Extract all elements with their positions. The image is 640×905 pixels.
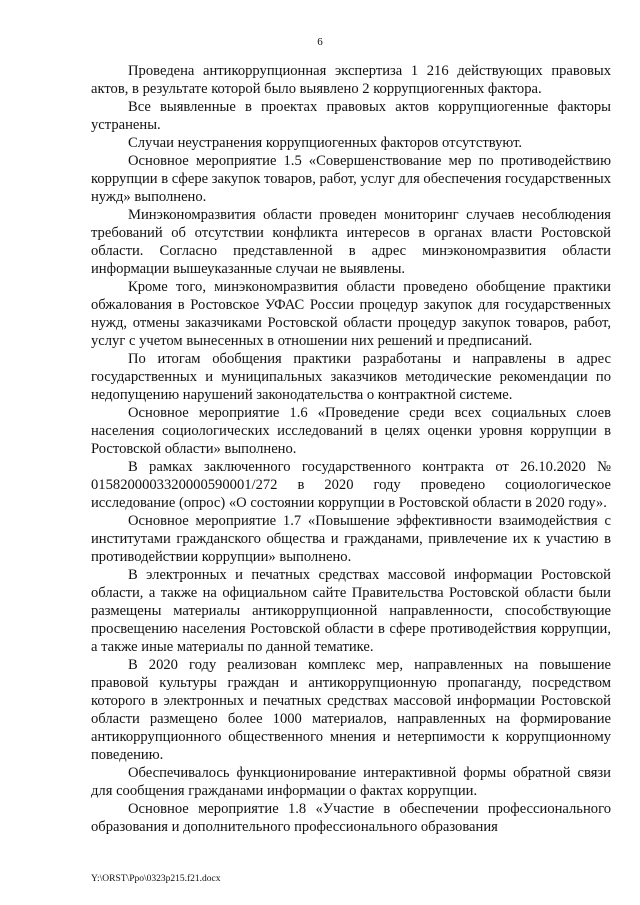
paragraph: Все выявленные в проектах правовых актов коррупциогенные факторы устранены. xyxy=(91,99,611,133)
paragraph: В рамках заключенного государственного контракта от 26.10.2020 № 0158200003320000590001/272 в 2020 году проведено социологическое исследование (опрос) «О состоянии коррупции в Ростовской области в 2020 году». xyxy=(91,459,611,511)
paragraph: Основное мероприятие 1.5 «Совершенствование мер по противодействию коррупции в сфере закупок товаров, работ, услуг для обеспечения государственных нужд» выполнено. xyxy=(91,153,612,205)
document-body xyxy=(91,62,611,836)
paragraph: Основное мероприятие 1.6 «Проведение среди всех социальных слоев населения социологических исследований в целях оценки уровня коррупции в Ростовской области» выполнено. xyxy=(91,405,611,457)
paragraph: По итогам обобщения практики разработаны и направлены в адрес государственных и муниципальных заказчиков методические рекомендации по недопущению нарушений законодательства о контрактной системе. xyxy=(91,351,611,403)
footer-file-path: Y:\ORST\Ppo\0323p215.f21.docx xyxy=(91,874,221,884)
paragraph: Кроме того, минэкономразвития области проведено обобщение практики обжалования в Ростовское УФАС России процедур закупок для государственных нужд, отмены заказчиками Ростовской области процедур закупок товаров, работ, услуг с учетом вынесенных в отношении них решений и предписаний. xyxy=(91,279,611,349)
paragraph: Основное мероприятие 1.8 «Участие в обеспечении профессионального образования и дополнительного профессионального образования xyxy=(91,801,611,835)
paragraph: Проведена антикоррупционная экспертиза 1 216 действующих правовых актов, в результате которой было выявлено 2 коррупциогенных фактора. xyxy=(91,63,611,97)
paragraph: Минэкономразвития области проведен мониторинг случаев несоблюдения требований об отсутствии конфликта интересов в органах власти Ростовской области. Согласно представленной в адрес минэкономразвития области информации вышеуказанные случаи не выявлены. xyxy=(91,207,611,277)
paragraph: В электронных и печатных средствах массовой информации Ростовской области, а также на официальном сайте Правительства Ростовской области были размещены материалы антикоррупционной направленности, способствующие просвещению населения Ростовской области в сфере противодействия коррупции, а также иные материалы по данной тематике. xyxy=(91,567,611,655)
paragraph: Случаи неустранения коррупциогенных факторов отсутствуют. xyxy=(128,135,523,151)
paragraph: Обеспечивалось функционирование интерактивной формы обратной связи для сообщения гражданами информации о фактах коррупции. xyxy=(91,765,611,799)
paragraph: Основное мероприятие 1.7 «Повышение эффективности взаимодействия с институтами гражданского общества и гражданами, привлечение их к участию в противодействии коррупции» выполнено. xyxy=(91,513,611,565)
paragraph: В 2020 году реализован комплекс мер, направленных на повышение правовой культуры граждан и антикоррупционную пропаганду, посредством которого в электронных и печатных средствах массовой информации Ростовской области размещено более 1000 материалов, направленных на формирование антикоррупционного общественного мнения и нетерпимости к коррупционному поведению. xyxy=(91,657,611,763)
page-number: 6 xyxy=(317,36,323,48)
